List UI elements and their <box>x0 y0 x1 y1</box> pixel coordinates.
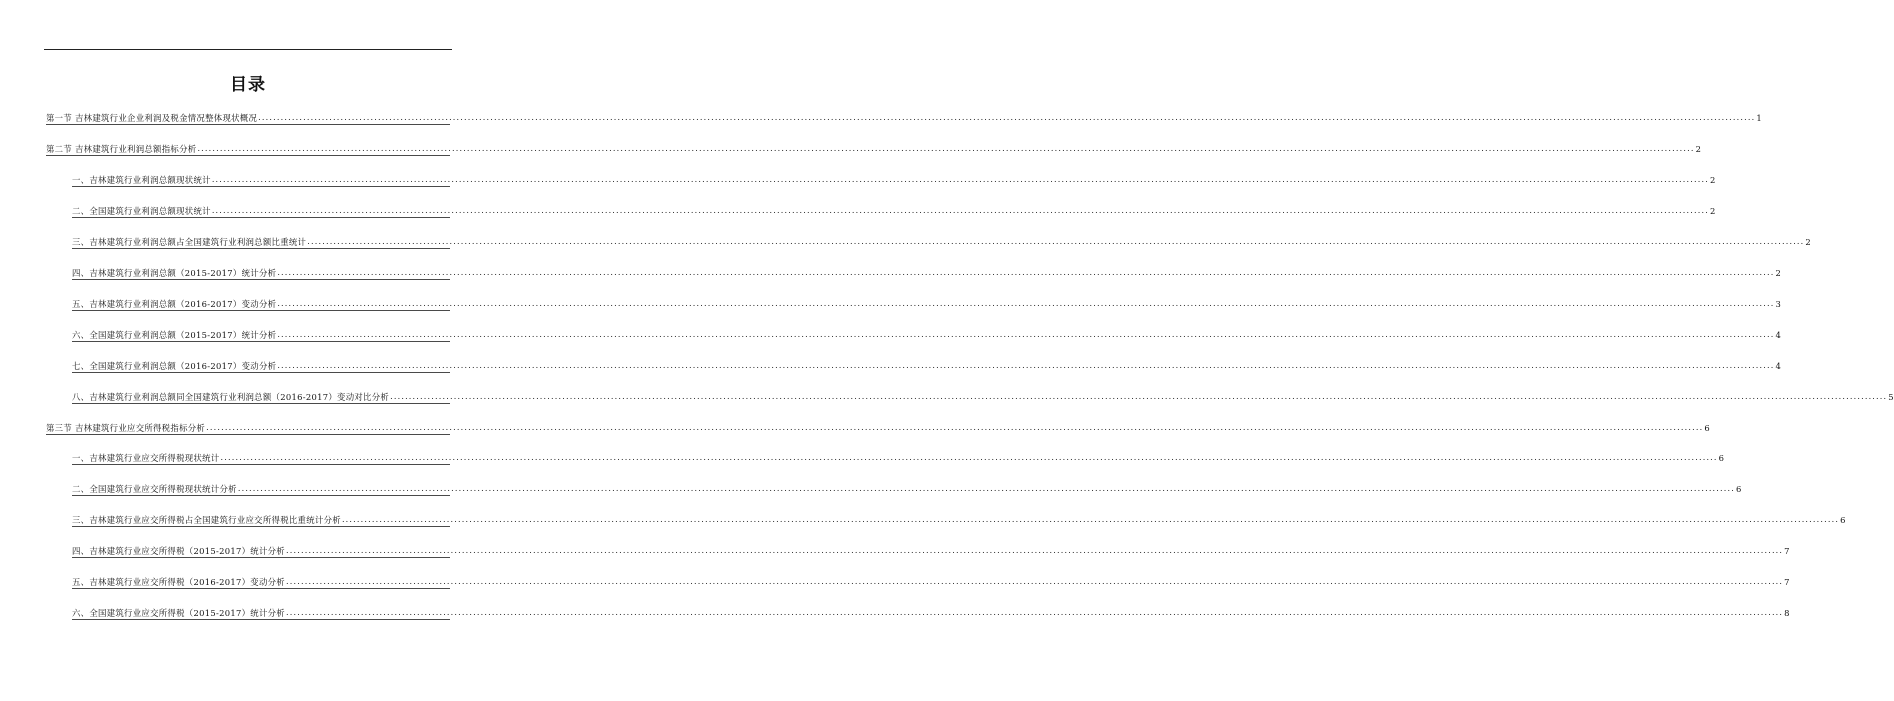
toc-entry-page-number: 6 <box>1736 484 1742 495</box>
toc-entry-page-number: 6 <box>1840 515 1846 526</box>
toc-entry[interactable] <box>72 389 1894 404</box>
toc-leader-dots: ................................................................................................................................................................................................................................................................................................................................................................................................................ <box>211 174 1709 184</box>
toc-entry-page-number: 5 <box>1888 391 1894 402</box>
toc-entry-text: 二、全国建筑行业利润总额现状统计 <box>72 205 211 216</box>
toc-entry-text: 第二节 吉林建筑行业利润总额指标分析 <box>46 143 197 154</box>
toc-entry[interactable] <box>72 481 1742 496</box>
toc-leader-dots: ................................................................................................................................................................................................................................................................................................................................................................................................................ <box>277 329 1775 339</box>
toc-leader-dots: ................................................................................................................................................................................................................................................................................................................................................................................................................ <box>220 453 1718 463</box>
toc-entry-text: 八、吉林建筑行业利润总额同全国建筑行业利润总额（2016-2017）变动对比分析 <box>72 391 390 402</box>
toc-leader-dots: ................................................................................................................................................................................................................................................................................................................................................................................................................ <box>277 360 1775 370</box>
toc-entry[interactable] <box>72 327 1782 342</box>
toc-leader-dots: ................................................................................................................................................................................................................................................................................................................................................................................................................ <box>341 515 1840 525</box>
toc-entry-text: 五、吉林建筑行业应交所得税（2016-2017）变动分析 <box>72 577 285 588</box>
toc-entry-text: 一、吉林建筑行业利润总额现状统计 <box>72 174 211 185</box>
toc-entry[interactable] <box>46 110 1762 125</box>
toc-entry-page-number: 8 <box>1784 608 1790 619</box>
toc-entry[interactable] <box>72 450 1725 465</box>
toc-entry-page-number: 2 <box>1695 143 1702 154</box>
toc-entry-text: 六、全国建筑行业应交所得税（2015-2017）统计分析 <box>72 608 285 619</box>
toc-entry-page-number: 2 <box>1805 236 1811 247</box>
toc-title: 目录 <box>230 75 266 95</box>
toc-entry[interactable] <box>46 420 1710 435</box>
toc-leader-dots: ................................................................................................................................................................................................................................................................................................................................................................................................................ <box>285 577 1784 587</box>
toc-entry-text: 三、吉林建筑行业应交所得税占全国建筑行业应交所得税比重统计分析 <box>72 515 341 526</box>
toc-entry[interactable] <box>72 543 1790 558</box>
toc-entry[interactable] <box>72 172 1716 187</box>
toc-entry-page-number: 2 <box>1775 267 1782 278</box>
toc-leader-dots: ................................................................................................................................................................................................................................................................................................................................................................................................................ <box>277 267 1775 277</box>
toc-leader-dots: ................................................................................................................................................................................................................................................................................................................................................................................................................ <box>277 298 1775 308</box>
toc-entry-text: 一、吉林建筑行业应交所得税现状统计 <box>72 453 220 464</box>
toc-entry-page-number: 3 <box>1775 298 1782 309</box>
toc-entry-text: 四、吉林建筑行业利润总额（2015-2017）统计分析 <box>72 267 277 278</box>
toc-entry[interactable] <box>46 141 1702 156</box>
toc-entry[interactable] <box>72 203 1716 218</box>
toc-entry-page-number: 6 <box>1704 422 1710 433</box>
toc-entry-text: 五、吉林建筑行业利润总额（2016-2017）变动分析 <box>72 298 277 309</box>
toc-leader-dots: ................................................................................................................................................................................................................................................................................................................................................................................................................ <box>206 422 1704 432</box>
toc-entry-text: 第一节 吉林建筑行业企业利润及税金情况整体现状概况 <box>46 113 258 123</box>
toc-entry[interactable] <box>72 296 1782 311</box>
toc-entry-page-number: 7 <box>1784 546 1790 557</box>
toc-entry-text: 二、全国建筑行业应交所得税现状统计分析 <box>72 484 237 495</box>
toc-entry[interactable] <box>72 512 1846 527</box>
toc-entry-page-number: 2 <box>1710 205 1716 216</box>
toc-entry-page-number: 2 <box>1710 174 1716 185</box>
toc-entry-page-number: 6 <box>1718 453 1725 464</box>
toc-leader-dots: ................................................................................................................................................................................................................................................................................................................................................................................................................ <box>237 484 1736 494</box>
toc-leader-dots: ................................................................................................................................................................................................................................................................................................................................................................................................................ <box>390 391 1888 401</box>
toc-leader-dots: ................................................................................................................................................................................................................................................................................................................................................................................................................ <box>285 608 1784 618</box>
toc-leader-dots: ................................................................................................................................................................................................................................................................................................................................................................................................................ <box>197 143 1695 153</box>
toc-entry[interactable] <box>72 574 1790 589</box>
toc-entry-text: 七、全国建筑行业利润总额（2016-2017）变动分析 <box>72 360 277 371</box>
toc-entry-text: 第三节 吉林建筑行业应交所得税指标分析 <box>46 422 206 433</box>
toc-entry-page-number: 7 <box>1784 577 1790 588</box>
toc-entry-text: 三、吉林建筑行业利润总额占全国建筑行业利润总额比重统计 <box>72 236 307 247</box>
toc-leader-dots: ................................................................................................................................................................................................................................................................................................................................................................................................................ <box>307 236 1805 246</box>
toc-entry-text: 四、吉林建筑行业应交所得税（2015-2017）统计分析 <box>72 546 285 557</box>
toc-entry-page-number: 4 <box>1775 329 1782 340</box>
toc-entry[interactable] <box>72 234 1811 249</box>
toc-entry-page-number: 4 <box>1775 360 1782 371</box>
toc-leader-dots: ................................................................................................................................................................................................................................................................................................................................................................................................................ <box>211 205 1709 215</box>
toc-entry[interactable] <box>72 605 1790 620</box>
toc-leader-dots: ................................................................................................................................................................................................................................................................................................................................................................................................................ <box>285 546 1784 556</box>
toc-entry[interactable] <box>72 358 1782 373</box>
toc-leader-dots: ................................................................................................................................................................................................................................................................................................................................................................................................................ <box>258 113 1756 122</box>
toc-entry-text: 六、全国建筑行业利润总额（2015-2017）统计分析 <box>72 329 277 340</box>
toc-entry-page-number: 1 <box>1756 113 1762 123</box>
toc-entry[interactable] <box>72 265 1782 280</box>
